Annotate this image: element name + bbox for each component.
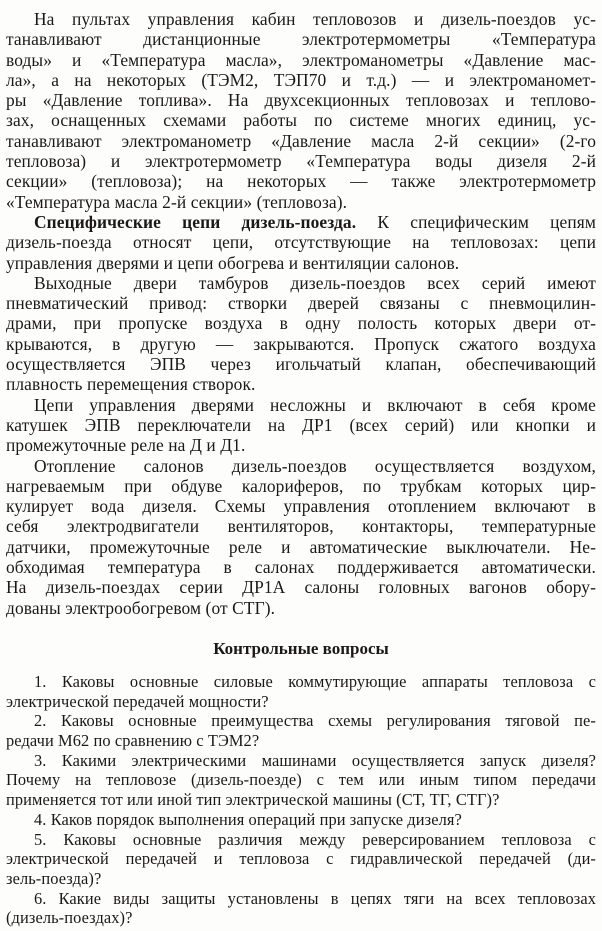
text-run: промежуточные реле на Д и Д1. bbox=[6, 435, 246, 456]
question-item bbox=[6, 889, 596, 928]
text-run: катушек ЭПВ переключатели на ДР1 (всех серий) или кнопки и bbox=[6, 414, 596, 435]
text-line bbox=[6, 598, 596, 618]
text-line bbox=[6, 50, 596, 70]
text-line bbox=[6, 374, 596, 394]
text-run: На дизель-поездах серии ДР1А салоны головных вагонов обору- bbox=[6, 577, 596, 598]
text-run: Почему на тепловозе (дизель-поезде) с тем или иным типом передачи bbox=[6, 770, 596, 790]
question-item bbox=[6, 810, 596, 830]
text-run: 3. Какими электрическими машинами осуществляется запуск дизеля? bbox=[34, 750, 596, 770]
text-run: обходимая температура в салонах поддерживается автоматически. bbox=[6, 557, 596, 578]
text-line bbox=[6, 476, 596, 496]
text-run: тепловоза) и электротермометр «Температура воды дизеля 2-й bbox=[6, 151, 596, 172]
text-line bbox=[6, 29, 596, 49]
question-item bbox=[6, 751, 596, 810]
bold-run: Специфические цепи дизель-поезда. bbox=[34, 211, 357, 232]
text-line bbox=[6, 711, 596, 731]
questions-heading: Контрольные вопросы bbox=[213, 638, 389, 658]
text-line bbox=[6, 415, 596, 435]
text-line bbox=[6, 869, 596, 889]
text-run: плавность перемещения створок. bbox=[6, 374, 256, 395]
text-line bbox=[6, 313, 596, 333]
questions-list bbox=[6, 672, 596, 928]
text-run: дованы электрообогревом (от СТГ). bbox=[6, 597, 276, 618]
text-run: нагреваемым при обдуве калориферов, по трубкам которых цир- bbox=[6, 475, 596, 496]
paragraph bbox=[6, 395, 596, 456]
text-run: секции» (тепловоза); на некоторых — также электротермометр bbox=[6, 171, 596, 192]
text-line bbox=[6, 192, 596, 212]
text-line bbox=[6, 672, 596, 692]
question-item bbox=[6, 830, 596, 889]
text-line bbox=[6, 395, 596, 415]
text-run: Отопление салонов дизель-поездов осуществляется воздухом, bbox=[34, 455, 596, 476]
text-run: К специфическим цепям bbox=[356, 211, 596, 232]
text-run: электрической передачей мощности? bbox=[6, 691, 269, 711]
text-line bbox=[6, 151, 596, 171]
text-run: редачи М62 по сравнению с ТЭМ2? bbox=[6, 731, 260, 751]
text-line bbox=[6, 354, 596, 374]
text-run: воды» и «Температура масла», электроманометры «Давление мас- bbox=[6, 49, 596, 70]
text-line bbox=[6, 253, 596, 273]
text-run: Выходные двери тамбуров дизель-поездов всех серий имеют bbox=[34, 272, 596, 293]
text-line bbox=[6, 751, 596, 771]
text-run: Цепи управления дверями несложны и включают в себя кроме bbox=[34, 394, 596, 415]
text-line bbox=[6, 516, 596, 536]
text-run: танавливают дистанционные электротермометры «Температура bbox=[6, 29, 596, 50]
body-text bbox=[6, 9, 596, 618]
text-run: «Температура масла 2-й секции» (тепловоза). bbox=[6, 191, 348, 212]
text-line bbox=[6, 456, 596, 476]
text-line bbox=[6, 537, 596, 557]
text-run: зель-поезда)? bbox=[6, 868, 102, 888]
text-run: зах, оснащенных схемами работы по системе многих единиц, ус- bbox=[6, 110, 596, 131]
text-line bbox=[6, 810, 596, 830]
text-run: кулирует вода дизеля. Схемы управления отоплением включают в bbox=[6, 496, 596, 517]
text-run: (дизель-поездах)? bbox=[6, 908, 133, 928]
text-run: применяется тот или иной тип электрической машины (СТ, ТГ, СТГ)? bbox=[6, 790, 500, 810]
question-item bbox=[6, 672, 596, 711]
text-run: 6. Какие виды защиты установлены в цепях тяги на всех тепловозах bbox=[34, 888, 596, 908]
text-run: себя электродвигатели вентиляторов, контакторы, температурные bbox=[6, 516, 596, 537]
text-run: 2. Каковы основные преимущества схемы регулирования тяговой пе- bbox=[34, 711, 596, 731]
paragraph bbox=[6, 456, 596, 618]
text-line bbox=[6, 770, 596, 790]
text-line bbox=[6, 496, 596, 516]
paragraph bbox=[6, 212, 596, 273]
text-run: пневматический привод: створки дверей связаны с пневмоцилин- bbox=[6, 293, 596, 314]
text-run: 1. Каковы основные силовые коммутирующие аппараты тепловоза с bbox=[34, 671, 596, 691]
text-line bbox=[6, 731, 596, 751]
text-line bbox=[6, 908, 596, 928]
text-run: ла», а на некоторых (ТЭМ2, ТЭП70 и т.д.) — и электроманомет- bbox=[6, 69, 596, 90]
text-line bbox=[6, 557, 596, 577]
text-run: ры «Давление топлива». На двухсекционных тепловозах и теплово- bbox=[6, 90, 596, 111]
text-line bbox=[6, 273, 596, 293]
text-line bbox=[6, 790, 596, 810]
text-run: драми, при пропуске воздуха в одну полость которых двери от- bbox=[6, 313, 596, 334]
paragraph bbox=[6, 9, 596, 212]
text-line bbox=[6, 577, 596, 597]
text-line bbox=[6, 435, 596, 455]
text-run: дизель-поезда относят цепи, отсутствующие на тепловозах: цепи bbox=[6, 232, 596, 253]
text-line bbox=[6, 131, 596, 151]
text-line bbox=[6, 90, 596, 110]
text-line bbox=[6, 232, 596, 252]
text-line bbox=[6, 889, 596, 909]
question-item bbox=[6, 711, 596, 750]
text-run: 4. Каков порядок выполнения операций при запуске дизеля? bbox=[34, 809, 462, 829]
text-run: 5. Каковы основные различия между реверсированием тепловоза с bbox=[34, 829, 596, 849]
text-run: датчики, промежуточные реле и автоматические выключатели. Не- bbox=[6, 536, 596, 557]
text-line bbox=[6, 9, 596, 29]
text-run: осуществляется ЭПВ через игольчатый клапан, обеспечивающий bbox=[6, 354, 596, 375]
text-line bbox=[6, 830, 596, 850]
text-run: управления дверями и цепи обогрева и вентиляции салонов. bbox=[6, 252, 460, 273]
text-run: электрической передачей и тепловоза с гидравлической передачей (ди- bbox=[6, 849, 596, 869]
text-run: крываются, в другую — закрываются. Пропуск сжатого воздуха bbox=[6, 333, 596, 354]
text-line bbox=[6, 849, 596, 869]
text-line bbox=[6, 692, 596, 712]
text-line bbox=[6, 70, 596, 90]
text-line bbox=[6, 293, 596, 313]
text-line bbox=[6, 110, 596, 130]
text-line bbox=[6, 171, 596, 191]
paragraph bbox=[6, 273, 596, 395]
text-run: На пультах управления кабин тепловозов и дизель-поездов ус- bbox=[34, 9, 596, 29]
text-line bbox=[6, 334, 596, 354]
text-line bbox=[6, 212, 596, 232]
text-run: танавливают электроманометр «Давление масла 2-й секции» (2-го bbox=[6, 130, 596, 151]
